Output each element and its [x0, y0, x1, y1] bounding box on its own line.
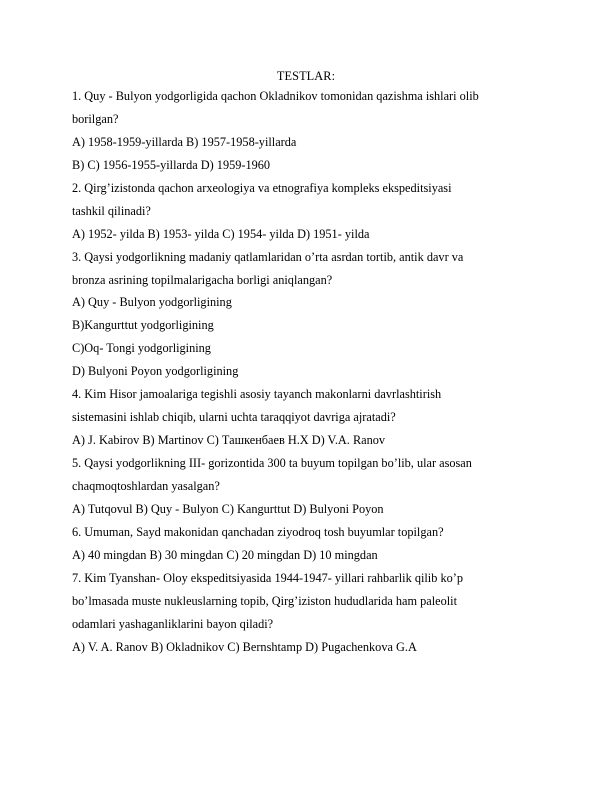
text-line: 6. Umuman, Sayd makonidan qanchadan ziyodroq tosh buyumlar topilgan?	[72, 524, 444, 539]
text-line: tashkil qilinadi?	[72, 203, 151, 218]
text-line: odamlari yashaganliklarini bayon qiladi?	[72, 616, 274, 631]
text-line: 7. Kim Tyanshan- Oloy ekspeditsiyasida 1944-1947- yillari rahbarlik qilib ko’p	[72, 570, 463, 585]
text-line: B) C) 1956-1955-yillarda D) 1959-1960	[72, 157, 271, 172]
question-list	[72, 85, 542, 658]
text-line: 2. Qirg’izistonda qachon arxeologiya va etnografiya kompleks ekspeditsiyasi	[72, 180, 452, 195]
text-line: 3. Qaysi yodgorlikning madaniy qatlamlaridan o’rta asrdan tortib, antik davr va	[72, 249, 464, 264]
text-line: A) J. Kabirov B) Martinov C) Ташкенбаев H.X D) V.A. Ranov	[72, 433, 386, 448]
text-line: 4. Kim Hisor jamoalariga tegishli asosiy tayanch makonlarni davrlashtirish	[72, 387, 442, 402]
text-line: bo’lmasada muste nukleuslarning topib, Qirg’iziston hududlarida ham paleolit	[72, 593, 457, 608]
text-line: sistemasini ishlab chiqib, ularni uchta taraqqiyot davriga ajratadi?	[72, 410, 396, 425]
text-line: bronza asrining topilmalarigacha borligi aniqlangan?	[72, 272, 333, 287]
text-line: A) 1958-1959-yillarda B) 1957-1958-yillarda	[72, 134, 297, 149]
text-line: chaqmoqtoshlardan yasalgan?	[72, 478, 220, 493]
text-line: A) 40 mingdan B) 30 mingdan C) 20 mingdan D) 10 mingdan	[72, 547, 378, 562]
text-line: borilgan?	[72, 111, 119, 126]
text-line: B)Kangurttut yodgorligining	[72, 318, 214, 333]
text-line: A) V. A. Ranov B) Okladnikov C) Bernshtamp D) Pugachenkova G.A	[72, 639, 417, 654]
text-line: D) Bulyoni Poyon yodgorligining	[72, 364, 239, 379]
text-line: 5. Qaysi yodgorlikning III- gorizontida 300 ta buyum topilgan bo’lib, ular asosan	[72, 456, 472, 470]
page-title: TESTLAR:	[276, 69, 336, 83]
text-line: C)Oq- Tongi yodgorligining	[72, 341, 211, 356]
text-line: A) 1952- yilda B) 1953- yilda C) 1954- yilda D) 1951- yilda	[72, 226, 370, 241]
text-line: 1. Quy - Bulyon yodgorligida qachon Okladnikov tomonidan qazishma ishlari olib	[72, 89, 479, 103]
text-line: A) Tutqovul B) Quy - Bulyon C) Kangurttut D) Bulyoni Poyon	[72, 501, 384, 516]
text-line: A) Quy - Bulyon yodgorligining	[72, 295, 232, 310]
